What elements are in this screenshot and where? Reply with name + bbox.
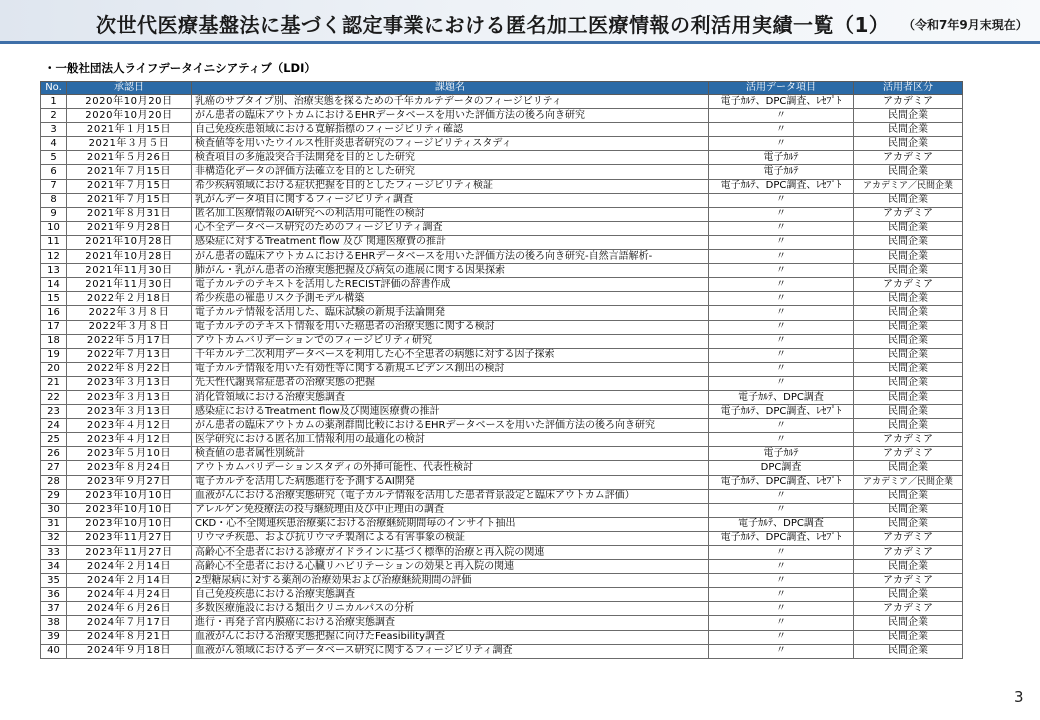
user-type: 民間企業 (854, 264, 963, 278)
row-number: 11 (41, 235, 67, 249)
data-items: 〃 (709, 264, 854, 278)
table-row (41, 475, 963, 489)
data-items: 〃 (709, 250, 854, 264)
row-number: 40 (41, 644, 67, 658)
user-type: 民間企業 (854, 405, 963, 419)
column-header-data-items: 活用データ項目 (709, 82, 854, 95)
data-items: 〃 (709, 588, 854, 602)
table-row (41, 165, 963, 179)
topic-title: 検査値等を用いたウイルス性肝炎患者研究のフィージビリティスタディ (192, 137, 709, 151)
approval-date: 2020年10月20日 (67, 95, 192, 109)
topic-title: 乳癌のサブタイプ別、治療実態を探るための千年カルテデータのフィージビリティ (192, 95, 709, 109)
data-items: 〃 (709, 574, 854, 588)
topic-title: アレルゲン免疫療法の投与継続理由及び中止理由の調査 (192, 503, 709, 517)
row-number: 28 (41, 475, 67, 489)
user-type: 民間企業 (854, 221, 963, 235)
approval-date: 2024年９月18日 (67, 644, 192, 658)
column-header-no: No. (41, 82, 67, 95)
data-items: 〃 (709, 489, 854, 503)
data-items: 〃 (709, 616, 854, 630)
user-type: 民間企業 (854, 588, 963, 602)
row-number: 37 (41, 602, 67, 616)
user-type: 民間企業 (854, 250, 963, 264)
topic-title: 匿名加工医療情報のAI研究への利活用可能性の検討 (192, 207, 709, 221)
table-row (41, 207, 963, 221)
topic-title: 多数医療施設における類出クリニカルパスの分析 (192, 602, 709, 616)
approval-date: 2021年５月26日 (67, 151, 192, 165)
row-number: 36 (41, 588, 67, 602)
data-items: 電子ｶﾙﾃ (709, 447, 854, 461)
data-items: 電子ｶﾙﾃ (709, 151, 854, 165)
as-of-date: （令和7年9月末現在） (903, 18, 1028, 32)
approval-date: 2021年10月28日 (67, 235, 192, 249)
approval-date: 2023年11月27日 (67, 531, 192, 545)
topic-title: 電子カルテのテキスト情報を用いた癌患者の治療実態に関する検討 (192, 320, 709, 334)
topic-title: 電子カルテのテキストを活用したRECIST評価の辞書作成 (192, 278, 709, 292)
approval-date: 2023年４月12日 (67, 433, 192, 447)
topic-title: 検査項目の多施設突合手法開発を目的とした研究 (192, 151, 709, 165)
data-items: 〃 (709, 644, 854, 658)
row-number: 12 (41, 250, 67, 264)
data-items: 電子ｶﾙﾃ、DPC調査 (709, 390, 854, 404)
approval-date: 2023年５月10日 (67, 447, 192, 461)
data-items: 〃 (709, 334, 854, 348)
topic-title: 乳がんデータ項目に関するフィージビリティ調査 (192, 193, 709, 207)
data-items: DPC調査 (709, 461, 854, 475)
data-items: 〃 (709, 503, 854, 517)
header-underline (0, 41, 1040, 44)
table-row (41, 151, 963, 165)
approval-date: 2021年11月30日 (67, 264, 192, 278)
approval-date: 2024年６月26日 (67, 602, 192, 616)
table-row (41, 433, 963, 447)
topic-title: CKD・心不全関連疾患治療薬における治療継続期間毎のインサイト抽出 (192, 517, 709, 531)
approval-date: 2023年３月13日 (67, 405, 192, 419)
table-row (41, 630, 963, 644)
row-number: 15 (41, 292, 67, 306)
data-items: 〃 (709, 630, 854, 644)
approval-date: 2021年７月15日 (67, 165, 192, 179)
user-type: 民間企業 (854, 306, 963, 320)
row-number: 23 (41, 405, 67, 419)
table-row (41, 193, 963, 207)
user-type: アカデミア (854, 602, 963, 616)
table-row (41, 362, 963, 376)
table-row (41, 306, 963, 320)
column-header-topic: 課題名 (192, 82, 709, 95)
data-items: 〃 (709, 109, 854, 123)
topic-title: アウトカムバリデーションスタディの外挿可能性、代表性検討 (192, 461, 709, 475)
user-type: 民間企業 (854, 348, 963, 362)
data-items: 電子ｶﾙﾃ、DPC調査、ﾚｾﾌﾟﾄ (709, 179, 854, 193)
data-items: 電子ｶﾙﾃ、DPC調査、ﾚｾﾌﾟﾄ (709, 95, 854, 109)
table-row (41, 644, 963, 658)
table-row (41, 235, 963, 249)
user-type: 民間企業 (854, 376, 963, 390)
approval-date: 2021年11月30日 (67, 278, 192, 292)
data-items: 電子ｶﾙﾃ (709, 165, 854, 179)
data-items: 〃 (709, 123, 854, 137)
topic-title: 検査値の患者属性別統計 (192, 447, 709, 461)
table-row (41, 109, 963, 123)
row-number: 18 (41, 334, 67, 348)
table-row (41, 546, 963, 560)
user-type: 民間企業 (854, 123, 963, 137)
data-items: 電子ｶﾙﾃ、DPC調査、ﾚｾﾌﾟﾄ (709, 405, 854, 419)
user-type: アカデミア (854, 151, 963, 165)
user-type: アカデミア／民間企業 (854, 475, 963, 489)
approval-date: 2023年８月24日 (67, 461, 192, 475)
topic-title: 自己免疫疾患における治療実態調査 (192, 588, 709, 602)
data-items: 〃 (709, 348, 854, 362)
approval-date: 2022年５月17日 (67, 334, 192, 348)
topic-title: 非構造化データの評価方法確立を目的とした研究 (192, 165, 709, 179)
header (0, 0, 1040, 44)
approval-date: 2021年７月15日 (67, 179, 192, 193)
table-row (41, 503, 963, 517)
table-row (41, 461, 963, 475)
table-row (41, 447, 963, 461)
table-row (41, 419, 963, 433)
row-number: 27 (41, 461, 67, 475)
table-row (41, 221, 963, 235)
row-number: 8 (41, 193, 67, 207)
table-row (41, 489, 963, 503)
user-type: 民間企業 (854, 334, 963, 348)
user-type: アカデミア (854, 447, 963, 461)
data-items: 〃 (709, 320, 854, 334)
topic-title: がん患者の臨床アウトカムの薬剤群間比較におけるEHRデータベースを用いた評価方法の後ろ向き研究 (192, 419, 709, 433)
user-type: 民間企業 (854, 137, 963, 151)
topic-title: 進行・再発子宮内膜癌における治療実態調査 (192, 616, 709, 630)
data-items: 〃 (709, 221, 854, 235)
row-number: 3 (41, 123, 67, 137)
approval-date: 2020年10月20日 (67, 109, 192, 123)
table-row (41, 278, 963, 292)
table-row (41, 574, 963, 588)
user-type: 民間企業 (854, 517, 963, 531)
user-type: 民間企業 (854, 362, 963, 376)
row-number: 9 (41, 207, 67, 221)
row-number: 10 (41, 221, 67, 235)
approval-date: 2023年９月27日 (67, 475, 192, 489)
approval-date: 2021年３月５日 (67, 137, 192, 151)
approval-date: 2023年11月27日 (67, 546, 192, 560)
user-type: 民間企業 (854, 560, 963, 574)
approval-date: 2022年３月８日 (67, 306, 192, 320)
table-row (41, 517, 963, 531)
table-row (41, 250, 963, 264)
user-type: アカデミア (854, 95, 963, 109)
user-type: 民間企業 (854, 320, 963, 334)
table-row (41, 405, 963, 419)
topic-title: 医学研究における匿名加工情報利用の最適化の検討 (192, 433, 709, 447)
row-number: 38 (41, 616, 67, 630)
approval-date: 2021年７月15日 (67, 193, 192, 207)
approval-date: 2022年３月８日 (67, 320, 192, 334)
user-type: 民間企業 (854, 193, 963, 207)
table-header-row (41, 82, 963, 95)
user-type: 民間企業 (854, 235, 963, 249)
user-type: 民間企業 (854, 165, 963, 179)
approval-date: 2022年７月13日 (67, 348, 192, 362)
table-row (41, 320, 963, 334)
topic-title: 感染症に対するTreatment flow 及び 関連医療費の推計 (192, 235, 709, 249)
row-number: 7 (41, 179, 67, 193)
usage-table (40, 81, 963, 659)
table-row (41, 334, 963, 348)
approval-date: 2021年10月28日 (67, 250, 192, 264)
topic-title: 自己免疫疾患領域における寛解指標のフィージビリティ確認 (192, 123, 709, 137)
data-items: 〃 (709, 193, 854, 207)
table-row (41, 376, 963, 390)
approval-date: 2023年10月10日 (67, 489, 192, 503)
table-row (41, 264, 963, 278)
topic-title: 希少疾患の罹患リスク予測モデル構築 (192, 292, 709, 306)
topic-title: 消化管領域における治療実態調査 (192, 390, 709, 404)
user-type: アカデミア (854, 433, 963, 447)
user-type: 民間企業 (854, 644, 963, 658)
topic-title: アウトカムバリデーションでのフィージビリティ研究 (192, 334, 709, 348)
page-title: 次世代医療基盤法に基づく認定事業における匿名加工医療情報の利活用実績一覧（1） (96, 13, 890, 37)
table-row (41, 560, 963, 574)
table-row (41, 95, 963, 109)
row-number: 31 (41, 517, 67, 531)
data-items: 〃 (709, 560, 854, 574)
topic-title: 感染症におけるTreatment flow及び関連医療費の推計 (192, 405, 709, 419)
topic-title: 血液がん領域におけるデータベース研究に関するフィージビリティ調査 (192, 644, 709, 658)
row-number: 4 (41, 137, 67, 151)
row-number: 17 (41, 320, 67, 334)
row-number: 19 (41, 348, 67, 362)
data-items: 〃 (709, 433, 854, 447)
approval-date: 2024年２月14日 (67, 560, 192, 574)
table-row (41, 588, 963, 602)
row-number: 35 (41, 574, 67, 588)
user-type: 民間企業 (854, 419, 963, 433)
approval-date: 2023年３月13日 (67, 376, 192, 390)
approval-date: 2024年８月21日 (67, 630, 192, 644)
data-items: 〃 (709, 292, 854, 306)
table-row (41, 602, 963, 616)
topic-title: がん患者の臨床アウトカムにおけるEHRデータベースを用いた評価方法の後ろ向き研究 (192, 109, 709, 123)
approval-date: 2023年10月10日 (67, 503, 192, 517)
topic-title: 電子カルテ情報を活用した、臨床試験の新規手法論開発 (192, 306, 709, 320)
topic-title: 2型糖尿病に対する薬剤の治療効果および治療継続期間の評価 (192, 574, 709, 588)
data-items: 〃 (709, 376, 854, 390)
row-number: 25 (41, 433, 67, 447)
organization-label: ・一般社団法人ライフデータイニシアティブ（LDI） (44, 61, 316, 75)
approval-date: 2022年８月22日 (67, 362, 192, 376)
row-number: 6 (41, 165, 67, 179)
topic-title: 肺がん・乳がん患者の治療実態把握及び病気の進展に関する因果探索 (192, 264, 709, 278)
table-row (41, 179, 963, 193)
approval-date: 2024年４月24日 (67, 588, 192, 602)
topic-title: 先天性代謝異常症患者の治療実態の把握 (192, 376, 709, 390)
row-number: 1 (41, 95, 67, 109)
user-type: アカデミア (854, 531, 963, 545)
user-type: 民間企業 (854, 616, 963, 630)
approval-date: 2021年１月15日 (67, 123, 192, 137)
user-type: 民間企業 (854, 109, 963, 123)
row-number: 5 (41, 151, 67, 165)
approval-date: 2021年９月28日 (67, 221, 192, 235)
topic-title: リウマチ疾患、および抗リウマチ製剤による有害事象の検証 (192, 531, 709, 545)
topic-title: 血液がんにおける治療実態研究（電子カルテ情報を活用した患者背景設定と臨床アウトカム評価） (192, 489, 709, 503)
row-number: 14 (41, 278, 67, 292)
data-items: 〃 (709, 362, 854, 376)
table-row (41, 348, 963, 362)
table-row (41, 123, 963, 137)
topic-title: 心不全データベース研究のためのフィージビリティ調査 (192, 221, 709, 235)
approval-date: 2021年８月31日 (67, 207, 192, 221)
user-type: 民間企業 (854, 503, 963, 517)
topic-title: 血液がんにおける治療実態把握に向けたFeasibility調査 (192, 630, 709, 644)
data-items: 〃 (709, 207, 854, 221)
row-number: 29 (41, 489, 67, 503)
row-number: 30 (41, 503, 67, 517)
user-type: 民間企業 (854, 292, 963, 306)
data-items: 〃 (709, 235, 854, 249)
table-row (41, 292, 963, 306)
topic-title: がん患者の臨床アウトカムにおけるEHRデータベースを用いた評価方法の後ろ向き研究-自然言語解析- (192, 250, 709, 264)
column-header-date: 承認日 (67, 82, 192, 95)
page-number: 3 (1014, 688, 1024, 706)
topic-title: 高齢心不全患者における診療ガイドラインに基づく標準的治療と再入院の関連 (192, 546, 709, 560)
row-number: 24 (41, 419, 67, 433)
topic-title: 千年カルテ二次利用データベースを利用した心不全患者の病態に対する因子探索 (192, 348, 709, 362)
column-header-user-type: 活用者区分 (854, 82, 963, 95)
data-items: 〃 (709, 546, 854, 560)
data-items: 〃 (709, 278, 854, 292)
row-number: 2 (41, 109, 67, 123)
table-row (41, 137, 963, 151)
approval-date: 2024年２月14日 (67, 574, 192, 588)
user-type: アカデミア (854, 546, 963, 560)
topic-title: 電子カルテ情報を用いた有効性等に関する新規エビデンス創出の検討 (192, 362, 709, 376)
row-number: 22 (41, 390, 67, 404)
user-type: アカデミア (854, 207, 963, 221)
table-body (41, 95, 963, 659)
data-items: 電子ｶﾙﾃ、DPC調査、ﾚｾﾌﾟﾄ (709, 475, 854, 489)
approval-date: 2022年２月18日 (67, 292, 192, 306)
data-items: 電子ｶﾙﾃ、DPC調査、ﾚｾﾌﾟﾄ (709, 531, 854, 545)
row-number: 33 (41, 546, 67, 560)
data-items: 〃 (709, 419, 854, 433)
approval-date: 2023年10月10日 (67, 517, 192, 531)
row-number: 16 (41, 306, 67, 320)
row-number: 39 (41, 630, 67, 644)
user-type: 民間企業 (854, 630, 963, 644)
topic-title: 電子カルテを活用した病態進行を予測するAI開発 (192, 475, 709, 489)
approval-date: 2023年３月13日 (67, 390, 192, 404)
data-items: 〃 (709, 602, 854, 616)
user-type: アカデミア／民間企業 (854, 179, 963, 193)
approval-date: 2023年４月12日 (67, 419, 192, 433)
approval-date: 2024年７月17日 (67, 616, 192, 630)
user-type: 民間企業 (854, 489, 963, 503)
user-type: アカデミア (854, 574, 963, 588)
topic-title: 希少疾病領域における症状把握を目的としたフィージビリティ検証 (192, 179, 709, 193)
table-row (41, 531, 963, 545)
row-number: 32 (41, 531, 67, 545)
row-number: 34 (41, 560, 67, 574)
table-row (41, 616, 963, 630)
row-number: 20 (41, 362, 67, 376)
row-number: 21 (41, 376, 67, 390)
table-row (41, 390, 963, 404)
topic-title: 高齢心不全患者における心臓リハビリテーションの効果と再入院の関連 (192, 560, 709, 574)
data-items: 〃 (709, 306, 854, 320)
row-number: 26 (41, 447, 67, 461)
user-type: 民間企業 (854, 461, 963, 475)
user-type: アカデミア (854, 278, 963, 292)
data-items: 電子ｶﾙﾃ、DPC調査 (709, 517, 854, 531)
row-number: 13 (41, 264, 67, 278)
data-items: 〃 (709, 137, 854, 151)
user-type: 民間企業 (854, 390, 963, 404)
